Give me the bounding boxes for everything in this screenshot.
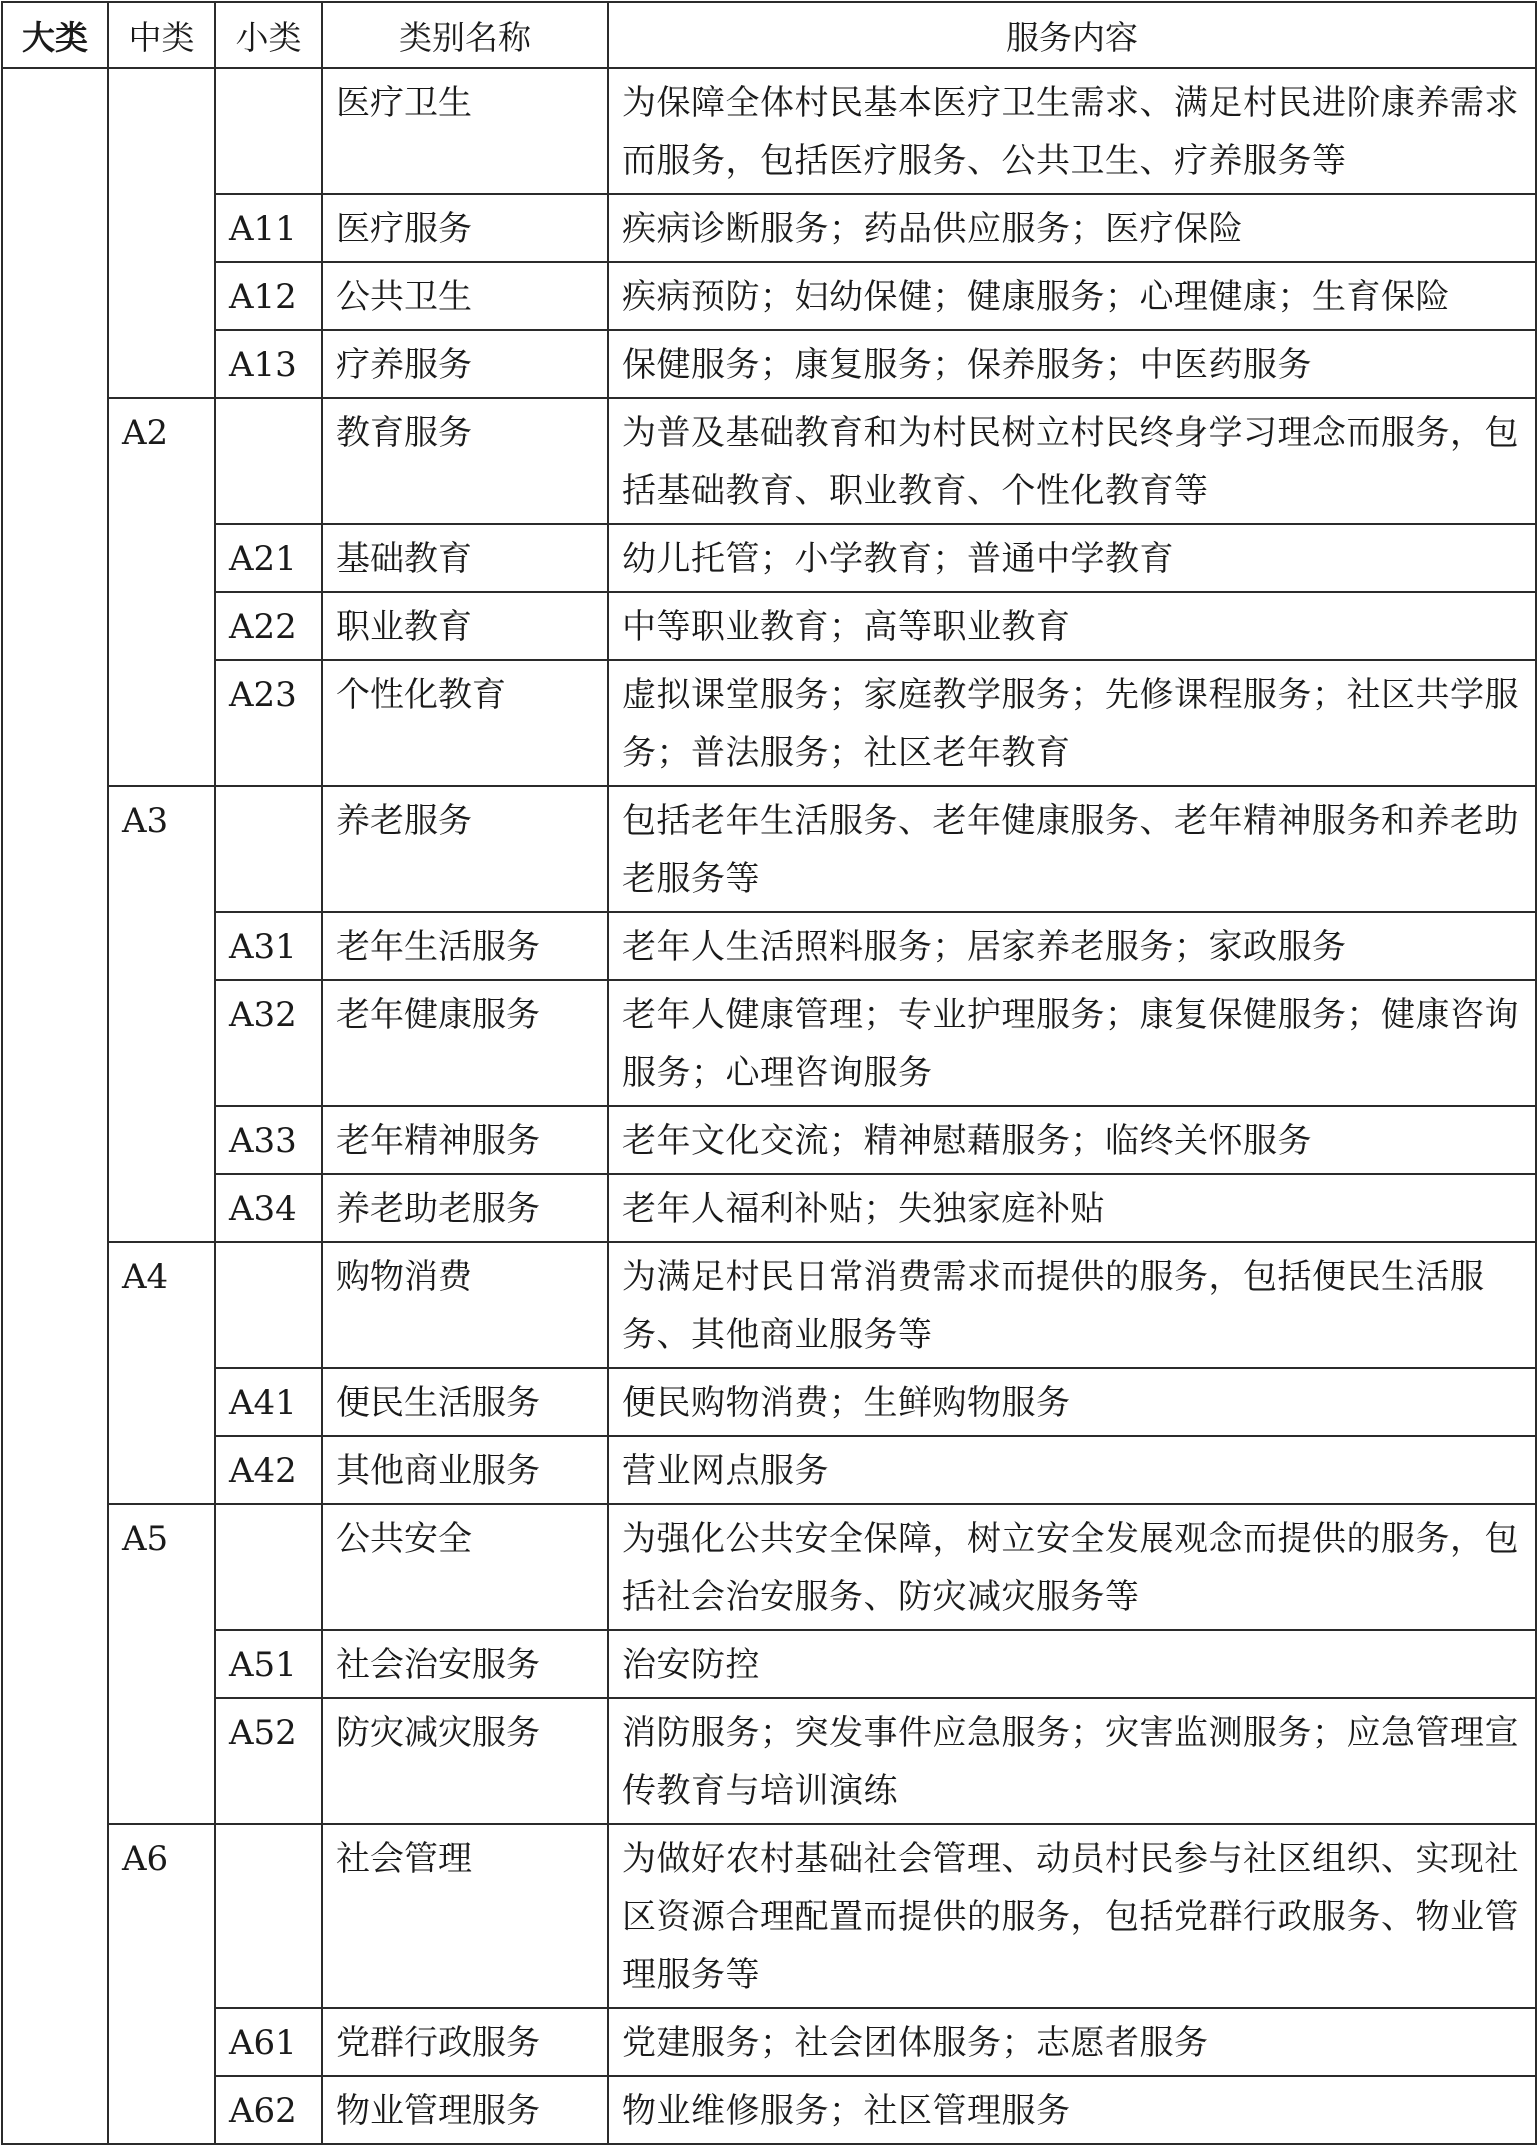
category-name-cell: 基础教育 [322, 524, 608, 592]
category-name-cell: 物业管理服务 [322, 2076, 608, 2144]
category-name-cell: 党群行政服务 [322, 2008, 608, 2076]
category-name-cell: 教育服务 [322, 398, 608, 524]
table-row [2, 2076, 1536, 2144]
table-row [2, 912, 1536, 980]
minor-code-cell: A41 [215, 1368, 322, 1436]
category-name-cell: 社会管理 [322, 1824, 608, 2008]
table-row [2, 398, 1536, 524]
table-row [2, 1824, 1536, 2008]
service-content-cell: 老年人生活照料服务；居家养老服务；家政服务 [608, 912, 1536, 980]
minor-code-cell: A11 [215, 194, 322, 262]
table-row [2, 194, 1536, 262]
service-content-cell: 便民购物消费；生鲜购物服务 [608, 1368, 1536, 1436]
category-name-cell: 养老服务 [322, 786, 608, 912]
service-content-cell: 疾病诊断服务；药品供应服务；医疗保险 [608, 194, 1536, 262]
service-content-cell: 疾病预防；妇幼保健；健康服务；心理健康；生育保险 [608, 262, 1536, 330]
minor-code-cell: A31 [215, 912, 322, 980]
category-name-cell: 便民生活服务 [322, 1368, 608, 1436]
minor-code-cell [215, 786, 322, 912]
header-middle-category: 中类 [108, 2, 215, 68]
minor-code-cell [215, 1242, 322, 1368]
table-row [2, 980, 1536, 1106]
category-name-cell: 其他商业服务 [322, 1436, 608, 1504]
minor-code-cell: A33 [215, 1106, 322, 1174]
category-name-cell: 防灾减灾服务 [322, 1698, 608, 1824]
minor-code-cell: A12 [215, 262, 322, 330]
header-category-name: 类别名称 [322, 2, 608, 68]
service-content-cell: 为满足村民日常消费需求而提供的服务，包括便民生活服务、其他商业服务等 [608, 1242, 1536, 1368]
category-name-cell: 公共卫生 [322, 262, 608, 330]
service-content-cell: 治安防控 [608, 1630, 1536, 1698]
middle-category-cell: A3 [108, 786, 215, 1242]
table-row [2, 1106, 1536, 1174]
minor-code-cell: A61 [215, 2008, 322, 2076]
category-name-cell: 老年健康服务 [322, 980, 608, 1106]
minor-code-cell: A62 [215, 2076, 322, 2144]
minor-code-cell [215, 68, 322, 194]
category-name-cell: 公共安全 [322, 1504, 608, 1630]
minor-code-cell [215, 1504, 322, 1630]
minor-code-cell: A13 [215, 330, 322, 398]
service-content-cell: 包括老年生活服务、老年健康服务、老年精神服务和养老助老服务等 [608, 786, 1536, 912]
service-content-cell: 为做好农村基础社会管理、动员村民参与社区组织、实现社区资源合理配置而提供的服务，包括党群行政服务、物业管理服务等 [608, 1824, 1536, 2008]
service-content-cell: 物业维修服务；社区管理服务 [608, 2076, 1536, 2144]
middle-category-cell: A2 [108, 398, 215, 786]
table-row [2, 786, 1536, 912]
service-content-cell: 营业网点服务 [608, 1436, 1536, 1504]
category-name-cell: 购物消费 [322, 1242, 608, 1368]
middle-category-cell [108, 68, 215, 398]
minor-code-cell: A23 [215, 660, 322, 786]
category-name-cell: 个性化教育 [322, 660, 608, 786]
service-classification-table [1, 1, 1537, 2145]
table-row [2, 1174, 1536, 1242]
service-content-cell: 保健服务；康复服务；保养服务；中医药服务 [608, 330, 1536, 398]
middle-category-cell: A4 [108, 1242, 215, 1504]
minor-code-cell: A52 [215, 1698, 322, 1824]
table-row [2, 524, 1536, 592]
category-name-cell: 职业教育 [322, 592, 608, 660]
table-row [2, 1630, 1536, 1698]
service-content-cell: 老年文化交流；精神慰藉服务；临终关怀服务 [608, 1106, 1536, 1174]
minor-code-cell: A22 [215, 592, 322, 660]
table-row [2, 1368, 1536, 1436]
category-name-cell: 疗养服务 [322, 330, 608, 398]
minor-code-cell: A51 [215, 1630, 322, 1698]
table-row [2, 262, 1536, 330]
service-content-cell: 党建服务；社会团体服务；志愿者服务 [608, 2008, 1536, 2076]
header-service-content: 服务内容 [608, 2, 1536, 68]
service-content-cell: 为普及基础教育和为村民树立村民终身学习理念而服务，包括基础教育、职业教育、个性化教育等 [608, 398, 1536, 524]
minor-code-cell: A32 [215, 980, 322, 1106]
header-row [2, 2, 1536, 68]
service-content-cell: 老年人福利补贴；失独家庭补贴 [608, 1174, 1536, 1242]
category-name-cell: 医疗服务 [322, 194, 608, 262]
service-content-cell: 为保障全体村民基本医疗卫生需求、满足村民进阶康养需求而服务，包括医疗服务、公共卫生、疗养服务等 [608, 68, 1536, 194]
major-category-cell [2, 68, 108, 2144]
middle-category-cell: A6 [108, 1824, 215, 2144]
service-content-cell: 幼儿托管；小学教育；普通中学教育 [608, 524, 1536, 592]
header-major-category: 大类 [2, 2, 108, 68]
table-row [2, 1242, 1536, 1368]
table-row [2, 1504, 1536, 1630]
minor-code-cell [215, 398, 322, 524]
service-content-cell: 老年人健康管理；专业护理服务；康复保健服务；健康咨询服务；心理咨询服务 [608, 980, 1536, 1106]
category-name-cell: 医疗卫生 [322, 68, 608, 194]
category-name-cell: 老年生活服务 [322, 912, 608, 980]
table-row [2, 1698, 1536, 1824]
minor-code-cell: A21 [215, 524, 322, 592]
table-row [2, 1436, 1536, 1504]
minor-code-cell: A42 [215, 1436, 322, 1504]
table-row [2, 660, 1536, 786]
service-content-cell: 中等职业教育；高等职业教育 [608, 592, 1536, 660]
header-minor-category: 小类 [215, 2, 322, 68]
minor-code-cell: A34 [215, 1174, 322, 1242]
service-content-cell: 为强化公共安全保障，树立安全发展观念而提供的服务，包括社会治安服务、防灾减灾服务等 [608, 1504, 1536, 1630]
table-header [2, 2, 1536, 68]
category-name-cell: 养老助老服务 [322, 1174, 608, 1242]
service-content-cell: 虚拟课堂服务；家庭教学服务；先修课程服务；社区共学服务；普法服务；社区老年教育 [608, 660, 1536, 786]
table-row [2, 330, 1536, 398]
table-body [2, 68, 1536, 2144]
table-row [2, 2008, 1536, 2076]
category-name-cell: 社会治安服务 [322, 1630, 608, 1698]
table-row [2, 592, 1536, 660]
service-content-cell: 消防服务；突发事件应急服务；灾害监测服务；应急管理宣传教育与培训演练 [608, 1698, 1536, 1824]
middle-category-cell: A5 [108, 1504, 215, 1824]
category-name-cell: 老年精神服务 [322, 1106, 608, 1174]
minor-code-cell [215, 1824, 322, 2008]
table-row [2, 68, 1536, 194]
